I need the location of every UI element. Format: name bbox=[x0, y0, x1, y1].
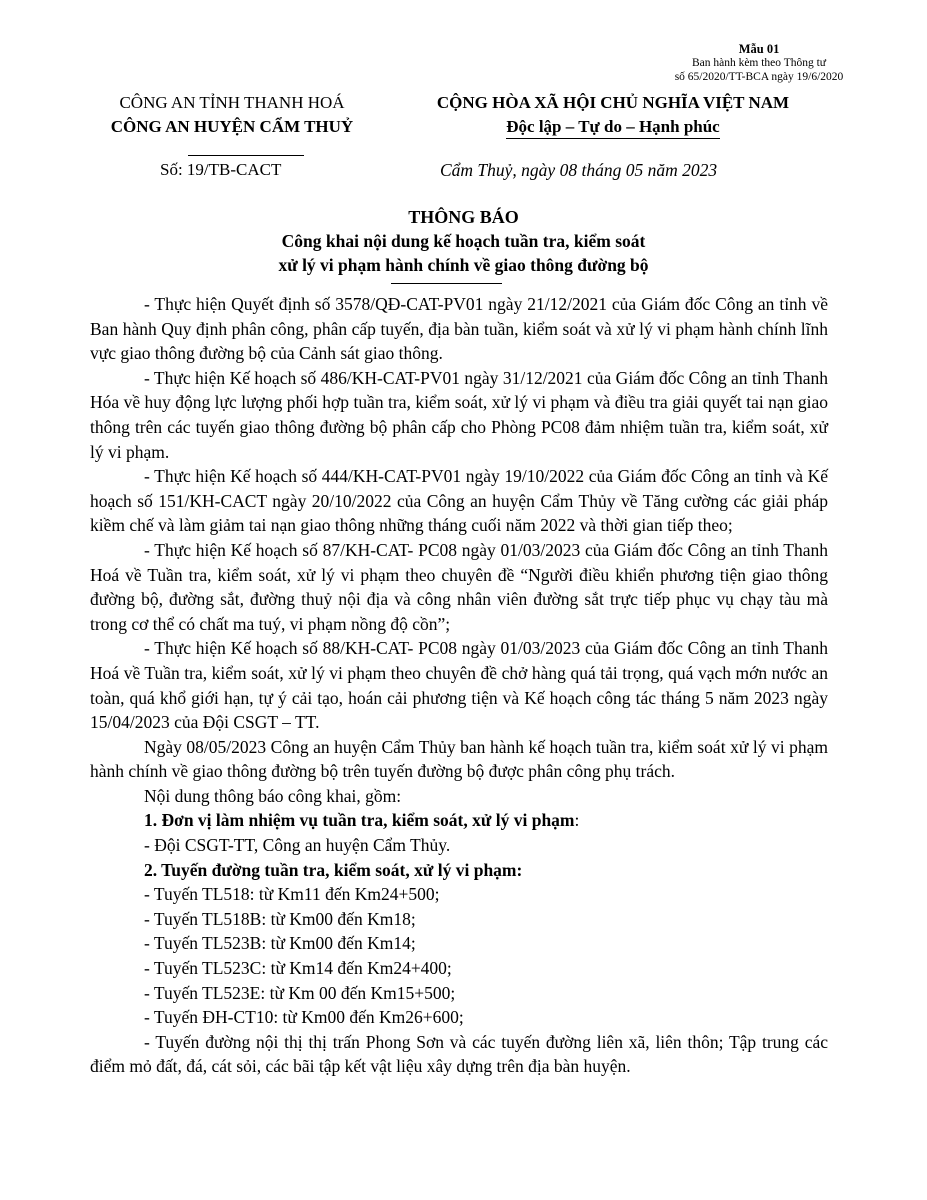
paragraph: - Tuyến đường nội thị thị trấn Phong Sơn và các tuyến đường liên xã, liên thôn; Tập trung các điểm mỏ đất, đá, cát sỏi, các bãi tập kết vật liệu xây dựng trên địa bàn huyện. bbox=[90, 1031, 828, 1077]
unit-item: - Đội CSGT-TT, Công an huyện Cẩm Thủy. bbox=[144, 835, 451, 856]
place-date: Cẩm Thuỷ, ngày 08 tháng 05 năm 2023 bbox=[440, 160, 718, 180]
document-body bbox=[90, 292, 828, 1079]
document-title bbox=[100, 205, 827, 277]
paragraph: Nội dung thông báo công khai, gồm: bbox=[144, 785, 402, 806]
title-subtitle: Công khai nội dung kế hoạch tuần tra, kiểm soát bbox=[281, 231, 646, 251]
form-note bbox=[659, 42, 859, 84]
route-item: - Tuyến TL518: từ Km11 đến Km24+500; bbox=[144, 884, 440, 905]
paragraph: Ngày 08/05/2023 Công an huyện Cẩm Thủy ban hành kế hoạch tuần tra, kiểm soát xử lý vi phạm hành chính về giao thông đường bộ trên tuyến đường bộ được phân công phụ trách. bbox=[90, 736, 828, 782]
route-item: - Tuyến TL523B: từ Km00 đến Km14; bbox=[144, 933, 416, 954]
paragraph: - Thực hiện Kế hoạch số 88/KH-CAT- PC08 ngày 01/03/2023 của Giám đốc Công an tỉnh Thanh Hoá về Tuần tra, kiểm soát, xử lý vi phạm theo chuyên đề chở hàng quá tải trọng, quá vạch mớn nước an toàn, quá khổ giới hạn, tự ý cải tạo, hoán cải phương tiện và Kế hoạch công tác tháng 5 năm 2023 ngày 15/04/2023 của Đội CSGT – TT. bbox=[90, 638, 828, 733]
paragraph: - Thực hiện Kế hoạch số 87/KH-CAT- PC08 ngày 01/03/2023 của Giám đốc Công an tỉnh Thanh Hoá về Tuần tra, kiểm soát, xử lý vi phạm theo chuyên đề “Người điều khiển phương tiện giao thông đường bộ, đường sắt, đường thuỷ nội địa và công nhân viên đường sắt trực tiếp phục vụ chạy tàu mà trong cơ thể có chất ma tuý, vi phạm nồng độ cồn”; bbox=[90, 539, 828, 634]
agency-underline bbox=[188, 155, 304, 156]
section-heading-text: 1. Đơn vị làm nhiệm vụ tuần tra, kiểm soát, xử lý vi phạm bbox=[144, 810, 575, 831]
form-note-line: Ban hành kèm theo Thông tư bbox=[691, 57, 827, 69]
title-main: THÔNG BÁO bbox=[408, 207, 519, 227]
agency-name: CÔNG AN HUYỆN CẨM THUỶ bbox=[110, 117, 354, 136]
title-underline bbox=[391, 283, 502, 284]
nation-name: CỘNG HÒA XÃ HỘI CHỦ NGHĨA VIỆT NAM bbox=[436, 93, 790, 112]
agency-parent: CÔNG AN TỈNH THANH HOÁ bbox=[119, 93, 345, 112]
section-heading-2: 2. Tuyến đường tuần tra, kiểm soát, xử lý vi phạm: bbox=[144, 859, 523, 880]
national-motto: Độc lập – Tự do – Hạnh phúc bbox=[506, 116, 719, 139]
heading-colon: : bbox=[574, 810, 580, 831]
paragraph: - Thực hiện Kế hoạch số 444/KH-CAT-PV01 ngày 19/10/2022 của Giám đốc Công an tỉnh và Kế hoạch số 151/KH-CACT ngày 20/10/2022 của Công an huyện Cẩm Thủy về Tăng cường các giải pháp kiềm chế và làm giảm tai nạn giao thông những tháng cuối năm 2022 và thời gian tiếp theo; bbox=[90, 466, 828, 536]
form-note-line: số 65/2020/TT-BCA ngày 19/6/2020 bbox=[674, 71, 844, 83]
route-item: - Tuyến TL523E: từ Km 00 đến Km15+500; bbox=[144, 982, 456, 1003]
paragraph: - Thực hiện Quyết định số 3578/QĐ-CAT-PV01 ngày 21/12/2021 của Giám đốc Công an tỉnh về Ban hành Quy định phân công, phân cấp tuyến, địa bàn tuần, kiểm soát và xử lý vi phạm hành chính lĩnh vực giao thông đường bộ của Cảnh sát giao thông. bbox=[90, 294, 828, 364]
route-item: - Tuyến ĐH-CT10: từ Km00 đến Km26+600; bbox=[144, 1007, 464, 1028]
paragraph: - Thực hiện Kế hoạch số 486/KH-CAT-PV01 ngày 31/12/2021 của Giám đốc Công an tỉnh Thanh Hóa về huy động lực lượng phối hợp tuần tra, kiểm soát, xử lý vi phạm và điều tra giải quyết tai nạn giao thông trên các tuyến giao thông đường bộ phân cấp cho Phòng PC08 đảm nhiệm tuần tra, kiểm soát, xử lý vi phạm. bbox=[90, 367, 828, 462]
national-header bbox=[398, 91, 828, 139]
route-item: - Tuyến TL518B: từ Km00 đến Km18; bbox=[144, 908, 416, 929]
form-number: Mẫu 01 bbox=[738, 42, 780, 56]
title-subtitle: xử lý vi phạm hành chính về giao thông đường bộ bbox=[278, 255, 649, 275]
issuing-agency bbox=[82, 91, 382, 163]
document-number: Số: 19/TB-CACT bbox=[160, 160, 282, 179]
section-heading-1 bbox=[90, 808, 828, 833]
route-item: - Tuyến TL523C: từ Km14 đến Km24+400; bbox=[144, 958, 452, 979]
